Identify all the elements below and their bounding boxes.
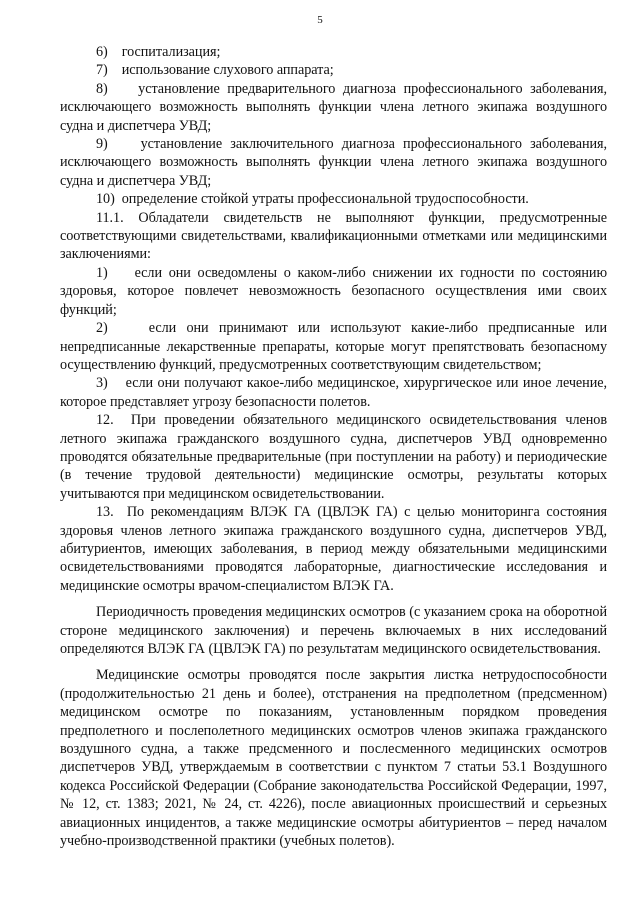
list-item-medications: 2) если они принимают или используют какие-либо предписанные или непредписанные лекарственные препараты, которые могут препятствовать безопасному осуществлению функций, предусмотренных соответствующим свидетельством; xyxy=(60,320,607,373)
list-item-disability: 10) определение стойкой утраты профессиональной трудоспособности. xyxy=(96,191,529,208)
list-item-hospitalization: 6) госпитализация; xyxy=(96,44,221,60)
list-item-preliminary-diagnosis: 8) установление предварительного диагноза профессионального заболевания, исключающего возможность выполнять функции члена летного экипажа воздушного судна и диспетчера УВД; xyxy=(60,80,607,134)
paragraph-13: 13. По рекомендациям ВЛЭК ГА (ЦВЛЭК ГА) с целью мониторинга состояния здоровья членов летного экипажа гражданского воздушного судна, диспетчеров УВД, абитуриентов, имеющих заболевания, в период между обязательными медицинскими освидетельствованиями проводятся лабораторные, диагностические исследования и медицинские осмотры врачом-специалистом ВЛЭК ГА. xyxy=(60,504,607,594)
paragraph-12: 12. При проведении обязательного медицинского освидетельствования членов летного экипажа гражданского воздушного судна, диспетчеров УВД одновременно проводятся обязательные предварительные (при поступлении на работу) и периодические (в течение трудовой деятельности) медицинские осмотры, результаты которых учитываются при медицинском освидетельствовании. xyxy=(60,412,607,502)
paragraph-11-1: 11.1. Обладатели свидетельств не выполняют функции, предусмотренные соответствующими свидетельствами, квалификационными отметками или медицинскими заключениями: xyxy=(60,209,607,263)
list-item-health-decrease: 1) если они осведомлены о каком-либо снижении их годности по состоянию здоровья, которое повлечет невозможность безопасного осуществления ими своих функций; xyxy=(60,264,607,318)
list-item-treatment: 3) если они получают какое-либо медицинское, хирургическое или иное лечение, которое представляет угрозу безопасности полетов. xyxy=(60,375,607,410)
paragraph-medical-exams: Медицинские осмотры проводятся после закрытия листка нетрудоспособности (продолжительностью 21 день и более), отстранения на предполетном (предсменном) медицинском осмотре по показаниям, установленным порядком проведения предполетного и послеполетного медицинских осмотров членов экипажа гражданского воздушного судна, а также предсменного и послесменного медицинских осмотров диспетчеров УВД, утверждаемым в соответствии с пунктом 7 статьи 53.1 Воздушного кодекса Российской Федерации (Собрание законодательства Российской Федерации, 1997, № 12, ст. 1383; 2021, № 24, ст. 4226), после авиационных происшествий и серьезных авиационных инцидентов, а также медицинские осмотры абитуриентов – перед началом учебно-производственной практики (учебных полетов). xyxy=(60,667,607,850)
page-number: 5 xyxy=(317,14,323,26)
list-item-hearing-aid: 7) использование слухового аппарата; xyxy=(96,62,334,79)
paragraph-periodicity: Периодичность проведения медицинских осмотров (с указанием срока на оборотной стороне медицинского заключения) и перечень включаемых в них исследований определяются ВЛЭК ГА (ЦВЛЭК ГА) по результатам медицинского освидетельствования. xyxy=(60,604,607,657)
list-item-final-diagnosis: 9) установление заключительного диагноза профессионального заболевания, исключающего возможность выполнять функции члена летного экипажа воздушного судна и диспетчера УВД; xyxy=(60,136,607,189)
document-body xyxy=(60,43,607,850)
